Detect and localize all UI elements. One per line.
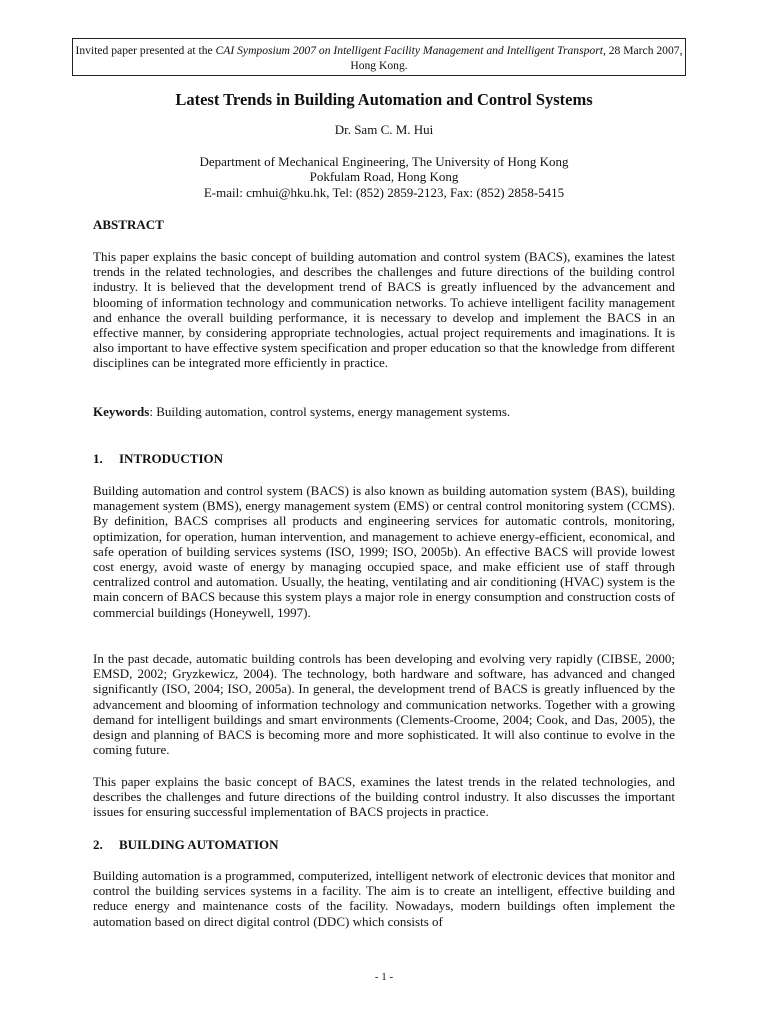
keywords-label: Keywords [93,404,150,419]
affiliation-address: Pokfulam Road, Hong Kong [309,169,459,185]
notice-suffix: , 28 March 2007, Hong Kong. [350,44,683,72]
intro-paragraph-3: This paper explains the basic concept of BACS, examines the latest trends in the related technologies, and describes the challenges and future directions of the building control industry. It also discusses the important issues for ensuring successful implementation of BACS projects in practice. [93,774,675,820]
page-number: - 1 - [374,971,394,983]
abstract-text: This paper explains the basic concept of building automation and control system (BACS), examines the latest trends in the related technologies, and describes the challenges and future directions of the building control industry. It is believed that the development trend of BACS is greatly influenced by the advancement and blooming of information technology and communication networks. To achieve intelligent facility management and enhance the overall building performance, it is necessary to develop and implement the BACS in an effective manner, by considering appropriate technologies, actual project requirements and imaginations. It is also important to have effective system specification and proper education so that the knowledge from different disciplines can be integrated more efficiently in practice. [93,249,675,371]
intro-paragraph-2: In the past decade, automatic building controls has been developing and evolving very rapidly (CIBSE, 2000; EMSD, 2002; Gryzkewicz, 2004). The technology, both hardware and software, has advanced and changed significantly (ISO, 2004; ISO, 2005a). In general, the development trend of BACS is greatly influenced by the advancement and blooming of information technology and communication networks. Together with a growing demand for intelligent buildings and smart environments (Clements-Croome, 2004; Cook, and Das, 2005), the design and planning of BACS is becoming more and more sophisticated. It will also continue to evolve in the coming future. [93,651,675,758]
automation-paragraph-1: Building automation is a programmed, computerized, intelligent network of electronic devices that monitor and control the building services systems in a facility. The aim is to create an intelligent, effective building and reduce energy and maintenance costs of the facility. Nowadays, modern buildings often implement the automation based on direct digital control (DDC) which consists of [93,868,675,929]
author-name: Dr. Sam C. M. Hui [334,122,434,137]
author-affiliation [0,154,768,200]
keywords-text: : Building automation, control systems, energy management systems. [149,404,511,419]
keywords [93,404,675,419]
abstract-heading: ABSTRACT [93,217,164,232]
section-heading-introduction [93,451,675,466]
section-title: BUILDING AUTOMATION [119,837,279,852]
section-heading-building-automation [93,837,675,852]
intro-paragraph-1: Building automation and control system (BACS) is also known as building automation system (BAS), building management system (BMS), energy management system (EMS) or central control monitoring system (CCMS). By definition, BACS comprises all products and engineering services for automatic controls, monitoring, optimization, for operation, human intervention, and management to achieve energy-efficient, economical, and safe operation of building services systems (ISO, 1999; ISO, 2005b). An effective BACS will provide lowest cost energy, avoid waste of energy by managing occupied space, and make efficient use of staff through centralized control and automation. Usually, the heating, ventilating and air conditioning (HVAC) system is the main concern of BACS because this system plays a major role in energy consumption and construction costs of commercial buildings (Honeywell, 1997). [93,483,675,620]
conference-notice [72,38,686,76]
affiliation-contact: E-mail: cmhui@hku.hk, Tel: (852) 2859-2123, Fax: (852) 2858-5415 [203,184,565,200]
section-number: 2. [93,837,103,852]
paper-title: Latest Trends in Building Automation and Control Systems [175,90,593,109]
section-number: 1. [93,451,103,466]
affiliation-department: Department of Mechanical Engineering, The University of Hong Kong [199,154,569,169]
notice-prefix: Invited paper presented at the [75,44,216,57]
section-title: INTRODUCTION [119,451,224,466]
notice-venue: CAI Symposium 2007 on Intelligent Facility Management and Intelligent Transport [215,44,603,57]
